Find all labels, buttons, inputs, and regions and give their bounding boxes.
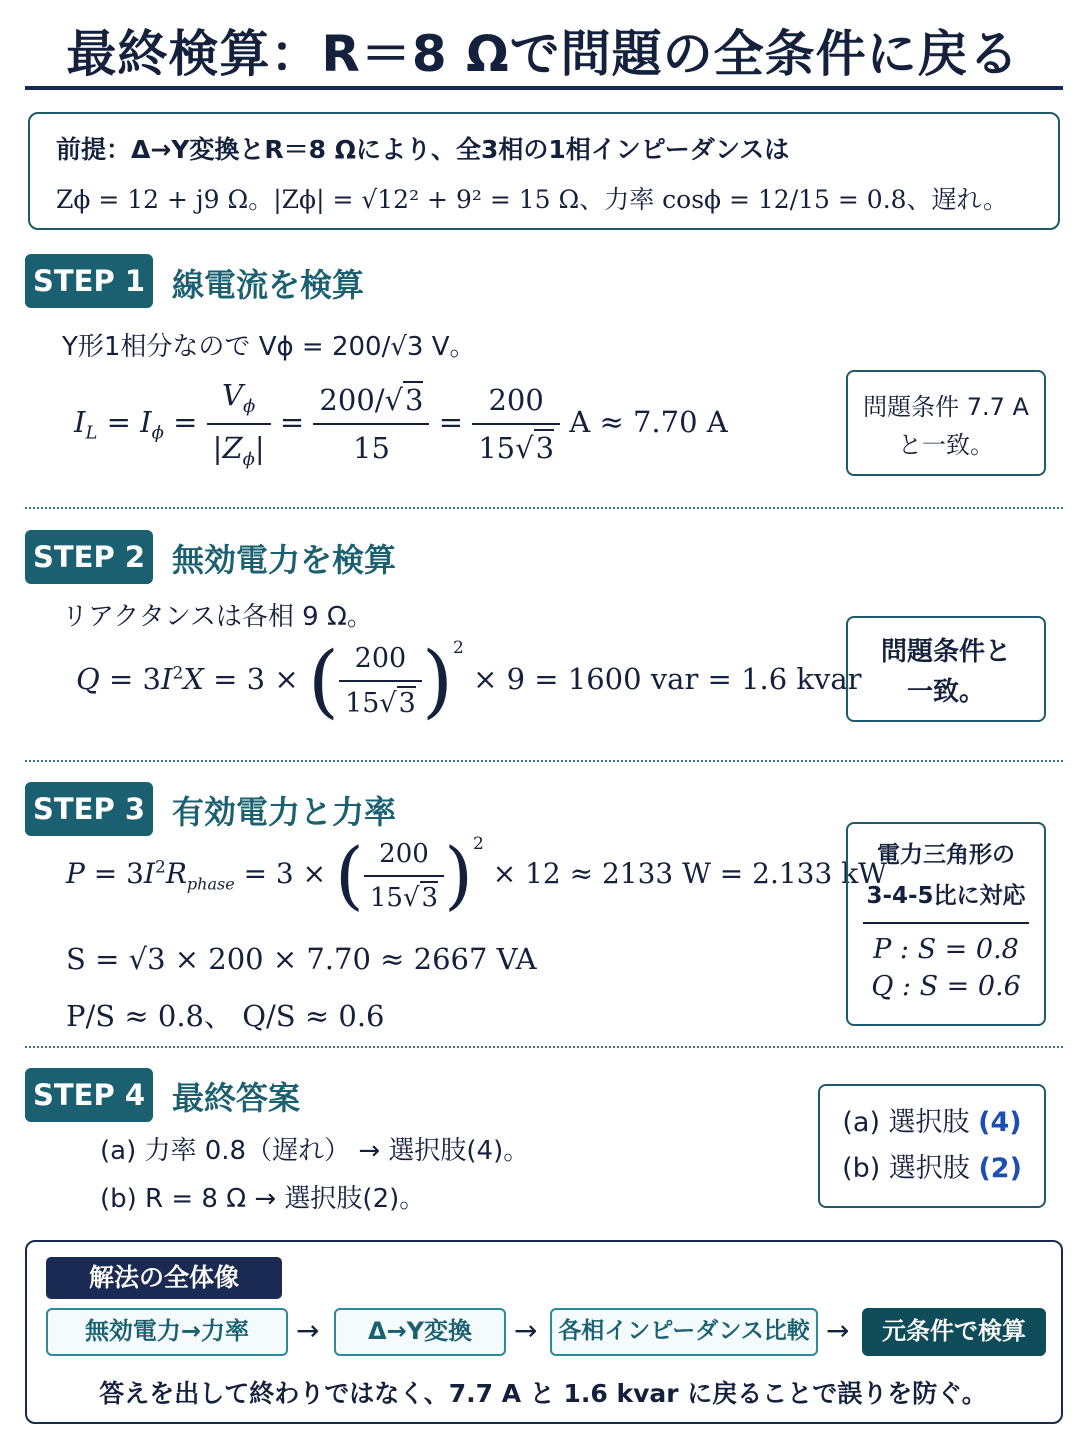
step1-note-line1: 問題条件 7.7 A [863,393,1029,421]
step3-note-line4: Q : S = 0.6 [871,971,1021,1002]
step2-formula: $Q = 3I^2X = 3$ × ( $\frac{200}{15√3}$ )$^2$ × 9 = 1600 var = 1.6 kvar [76,634,862,727]
flow-arrow-3: → [826,1314,850,1347]
step3-badge: STEP 3 [25,782,153,836]
step2-text: リアクタンスは各相 9 Ω。 [62,602,373,632]
step4-note [818,1084,1046,1208]
step3-line2: S = √3 × 200 × 7.70 ≈ 2667 VA [66,942,537,976]
step3-result: × 12 ≈ 2133 W = 2.133 kW [492,857,887,890]
step4-answer-b: (b) R = 8 Ω → 選択肢(2)。 [100,1184,426,1214]
step2-note [846,616,1046,722]
premise-line-2: Zϕ = 12 + j9 Ω。|Zϕ| = √12² + 9² = 15 Ω、力率 cosϕ = 12/15 = 0.8、遅れ。 [56,185,1009,214]
step4-note-b-value: (2) [978,1153,1022,1184]
step1-badge: STEP 1 [25,254,153,308]
divider-1 [25,507,1063,509]
step4-heading: 最終答案 [172,1079,301,1117]
step3-heading: 有効電力と力率 [172,793,397,831]
title-divider [25,86,1063,90]
flow-chip-delta-y: Δ→Y変換 [334,1308,506,1356]
summary-title: 解法の全体像 [46,1257,282,1299]
step4-note-a-label: (a) 選択肢 [842,1107,970,1138]
step2-result: × 9 = 1600 var = 1.6 kvar [473,662,862,696]
step1-text: Y形1相分なので Vϕ = 200/√3 V。 [62,332,476,362]
step3-note-line1: 電力三角形の [877,842,1015,868]
flow-arrow-2: → [514,1314,538,1347]
step1-formula: $I_L = I_\phi$ = $\frac{V_\phi}{|Z_\phi|}$ = $\frac{200/√3}{15}$ = $\frac{200}{15√3}$ A ≈ 7.70 A [74,378,728,470]
page-title: 最終検算：R＝8 Ωで問題の全条件に戻る [66,25,1020,83]
summary-footer: 答えを出して終わりではなく、7.7 A と 1.6 kvar に戻ることで誤りを防ぐ。 [99,1379,987,1408]
step1-note-line2: と一致。 [898,431,994,459]
step3-note-line2: 3-4-5比に対応 [866,883,1026,909]
premise-line-1: 前提：Δ→Y変換とR＝8 Ωにより、全3相の1相インピーダンスは [56,135,790,164]
step3-note-line3: P : S = 0.8 [873,934,1019,965]
flow-chip-reactive-power: 無効電力→力率 [46,1308,288,1356]
step4-badge: STEP 4 [25,1068,153,1122]
divider-2 [25,760,1063,762]
step1-heading: 線電流を検算 [172,266,365,304]
step2-note-line2: 一致。 [906,677,985,707]
step4-note-a-value: (4) [978,1107,1022,1138]
divider-3 [25,1046,1063,1048]
step1-note [846,370,1046,476]
step3-note [846,822,1046,1026]
step2-note-line1: 問題条件と [880,637,1011,667]
step4-note-b-label: (b) 選択肢 [842,1153,970,1184]
step3-line3: P/S ≈ 0.8、 Q/S ≈ 0.6 [66,999,385,1033]
step2-badge: STEP 2 [25,530,153,584]
step2-heading: 無効電力を検算 [172,541,397,579]
flow-chip-impedance-compare: 各相インピーダンス比較 [550,1308,818,1356]
step3-note-rule [863,922,1029,924]
step3-formula: $P = 3I^2R_{phase} = 3$ × ( $\frac{200}{15√3}$ )$^2$ × 12 ≈ 2133 W = 2.133 kW [66,832,887,919]
step4-answer-a: (a) 力率 0.8（遅れ） → 選択肢(4)。 [100,1136,530,1166]
step1-result: A ≈ 7.70 A [569,404,728,439]
flow-chip-verify: 元条件で検算 [862,1308,1046,1356]
flow-arrow-1: → [296,1314,320,1347]
